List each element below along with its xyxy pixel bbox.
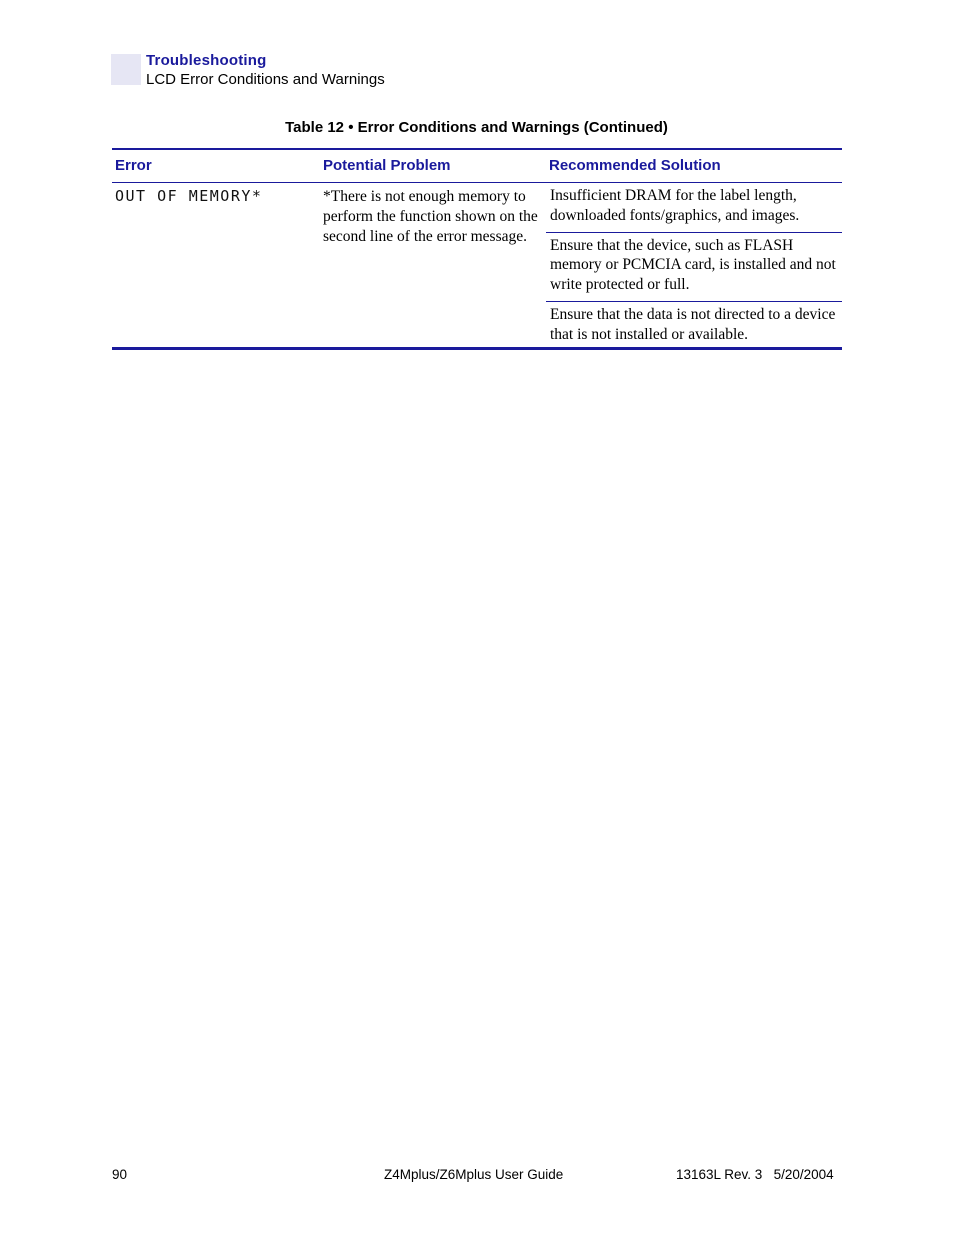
solution-list [546,183,842,351]
column-header-error: Error [115,157,152,174]
table-header-row [112,150,842,183]
guide-title: Z4Mplus/Z6Mplus User Guide [384,1167,564,1182]
section-subtitle: LCD Error Conditions and Warnings [146,71,385,88]
solution-item: Ensure that the data is not directed to a device that is not installed or available. [546,301,842,351]
error-conditions-table [112,148,842,350]
column-header-recommended-solution: Recommended Solution [549,157,721,174]
section-title: Troubleshooting [146,52,267,69]
page-number: 90 [112,1167,128,1182]
header-tab-marker [111,54,141,85]
solution-item: Insufficient DRAM for the label length, downloaded fonts/graphics, and images. [550,187,800,224]
solution-item: Ensure that the device, such as FLASH memory or PCMCIA card, is installed and not write protected or full. [546,232,842,301]
table-row [112,183,842,350]
doc-revision: 13163L Rev. 3 5/20/2004 [676,1167,834,1182]
table-caption: Table 12 • Error Conditions and Warnings (Continued) [285,119,668,136]
error-code: OUT OF MEMORY* [115,187,263,205]
potential-problem-text: *There is not enough memory to perform the function shown on the second line of the error message. [323,188,538,245]
column-header-potential-problem: Potential Problem [323,157,451,174]
